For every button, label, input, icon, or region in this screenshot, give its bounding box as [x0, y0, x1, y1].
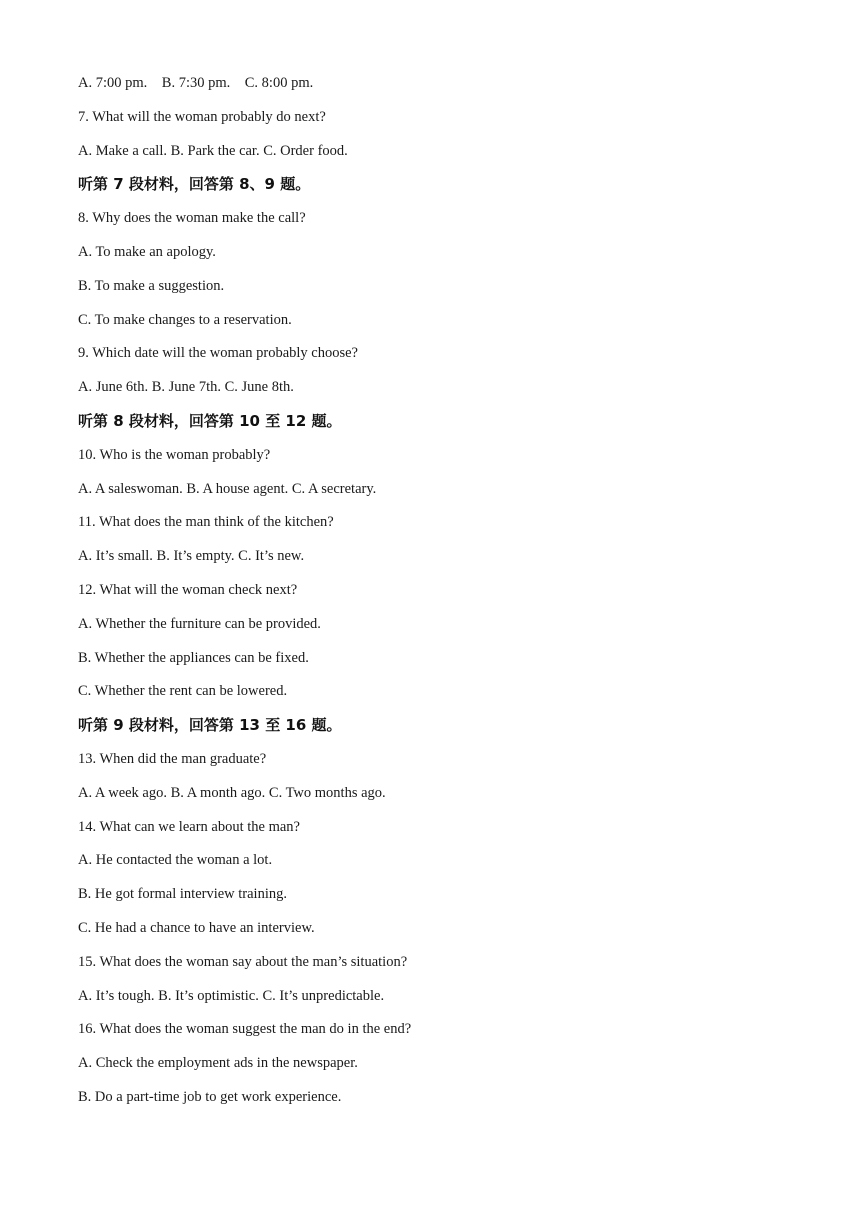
text-line: A. To make an apology. [78, 243, 216, 260]
text-line: A. June 6th. B. June 7th. C. June 8th. [78, 379, 294, 396]
text-line: 7. What will the woman probably do next? [78, 108, 326, 125]
text-line: A. Check the employment ads in the newspaper. [78, 1055, 358, 1072]
text-line: 13. When did the man graduate? [78, 750, 267, 767]
text-line: A. A week ago. B. A month ago. C. Two months ago. [78, 784, 386, 801]
text-line: 10. Who is the woman probably? [78, 446, 271, 463]
text-line: A. 7:00 pm. B. 7:30 pm. C. 8:00 pm. [78, 75, 314, 91]
text-line: B. Do a part-time job to get work experience. [78, 1088, 342, 1105]
text-line: B. Whether the appliances can be fixed. [78, 649, 309, 666]
text-line: C. He had a chance to have an interview. [78, 919, 315, 936]
text-line: A. Whether the furniture can be provided. [78, 615, 321, 632]
text-line: B. To make a suggestion. [78, 277, 225, 294]
text-line: 9. Which date will the woman probably choose? [78, 345, 358, 362]
text-line: A. Make a call. B. Park the car. C. Order food. [78, 142, 348, 159]
text-line: B. He got formal interview training. [78, 886, 287, 903]
section-heading: 听第 7 段材料，回答第 8、9 题。 [78, 175, 311, 194]
text-line: 11. What does the man think of the kitchen? [78, 514, 334, 531]
text-line: A. It’s small. B. It’s empty. C. It’s new. [78, 548, 305, 565]
section-heading: 听第 9 段材料，回答第 13 至 16 题。 [78, 716, 342, 735]
document-body [78, 72, 798, 1120]
text-line: A. It’s tough. B. It’s optimistic. C. It’s unpredictable. [78, 987, 385, 1004]
text-line: C. To make changes to a reservation. [78, 311, 292, 328]
text-line: C. Whether the rent can be lowered. [78, 683, 288, 700]
text-line: 14. What can we learn about the man? [78, 818, 300, 835]
text-line: A. A saleswoman. B. A house agent. C. A secretary. [78, 480, 377, 497]
text-line: 15. What does the woman say about the man’s situation? [78, 953, 408, 970]
text-line: 16. What does the woman suggest the man do in the end? [78, 1021, 412, 1038]
text-line: A. He contacted the woman a lot. [78, 852, 273, 869]
text-line: 8. Why does the woman make the call? [78, 210, 306, 227]
text-line: 12. What will the woman check next? [78, 581, 298, 598]
section-heading: 听第 8 段材料，回答第 10 至 12 题。 [78, 411, 342, 430]
